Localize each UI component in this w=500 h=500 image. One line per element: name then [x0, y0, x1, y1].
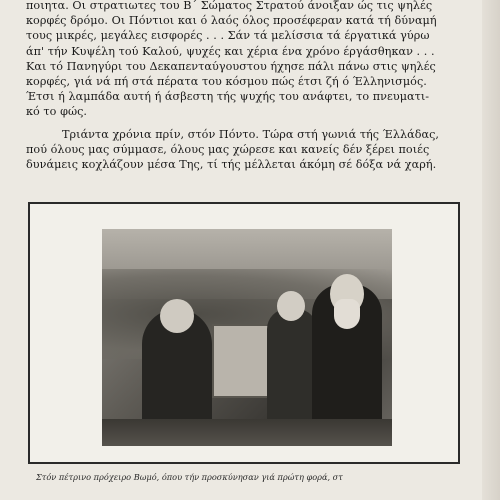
text-line: κό το φώς.	[26, 105, 88, 119]
text-line: Έτσι ή λαμπάδα αυτή ή άσβεστη τής ψυχής του ανάφτει, το πνευματι-	[26, 90, 430, 104]
text-line: Και τό Πανηγύρι του Δεκαπενταύγουστου ήχησε πάλι πάνω στις ψηλές	[26, 59, 436, 73]
photo-frame	[28, 202, 460, 464]
figure-middle-head	[277, 291, 305, 321]
text-line: ποιητα. Οι στρατιωτες του Β΄ Σώματος Στρατού άνοιξαν ώς τις ψηλές	[26, 0, 433, 12]
body-text	[26, 0, 476, 172]
photo-caption: Στόν πέτρινο πρόχειρο Βωμό, όπου τήν προσκύνησαν γιά πρώτη φορά, στ	[36, 472, 343, 482]
paragraph-1	[26, 0, 476, 120]
text-line: κορφές, γιά νά πή στά πέρατα του κόσμου πώς έτσι ζή ό Έλληνισμός.	[26, 75, 427, 89]
historical-photograph	[102, 229, 392, 446]
beard	[334, 299, 360, 329]
ground-shadow	[102, 419, 392, 446]
text-line: κορφές δρόμο. Οι Πόντιοι και ό λαός όλος προσέφεραν κατά τή δύναμή	[26, 14, 437, 28]
adjacent-page-edge	[482, 0, 500, 500]
text-line: τους μικρές, μεγάλες εισφορές . . . Σάν τά μελίσσια τά έργατικά γύρω	[26, 29, 430, 43]
text-line: πού όλους μας σύμμασε, όλους μας χώρεσε και κανείς δέν ξέρει ποιές	[26, 142, 430, 156]
figure-left-head	[160, 299, 194, 333]
text-line: δυνάμεις κοχλάζουν μέσα Της, τί τής μέλλεται άκόμη σέ δόξα νά χαρή.	[26, 158, 437, 172]
paragraph-2	[26, 127, 476, 173]
text-line: Τριάντα χρόνια πρίν, στόν Πόντο. Τώρα στή γωνιά τής Έλλάδας,	[62, 127, 440, 141]
text-line: άπ' τήν Κυψέλη τού Καλού, ψυχές και χέρια ένα χρόνο έργάσθηκαν . . .	[26, 44, 435, 58]
